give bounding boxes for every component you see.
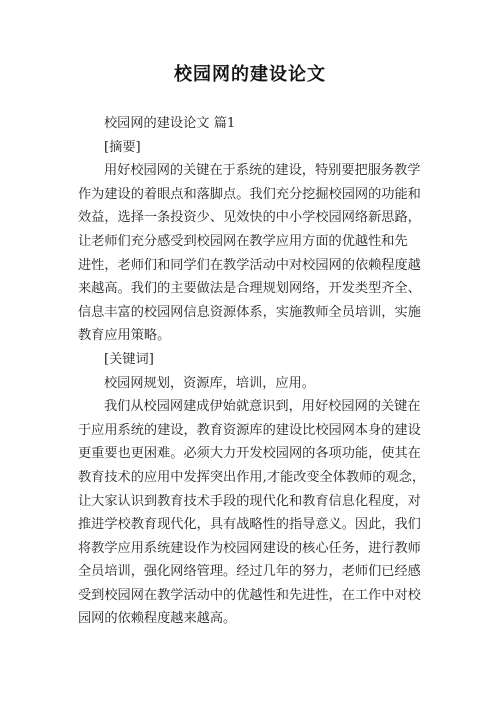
abstract-line: 用好校园网的关键在于系统的建设，特别要把服务教学: [104, 163, 421, 179]
paragraph-line: 更重要也更困难。必须大力开发校园网的各项功能，使其在: [78, 446, 421, 462]
abstract-line: 让老师们充分感受到校园网在教学应用方面的优越性和先: [78, 233, 408, 249]
document-body: [78, 112, 436, 631]
abstract-line: 来越高。我们的主要做法是合理规划网络，开发类型齐全、: [78, 281, 421, 297]
abstract-line: 效益，选择一条投资少、见效快的中小学校园网络新思路，: [78, 210, 421, 226]
paragraph-line: 将教学应用系统建设作为校园网建设的核心任务，进行教师: [78, 540, 421, 556]
abstract-line: 信息丰富的校园网信息资源体系，实施教师全员培训，实施: [78, 304, 421, 320]
abstract-paragraph: [78, 159, 436, 348]
document-title: 校园网的建设论文: [174, 64, 326, 85]
paragraph-line: 我们从校园网建成伊始就意识到，用好校园网的关键在: [104, 399, 421, 415]
paragraph-line: 受到校园网在教学活动中的优越性和先进性，在工作中对校: [78, 587, 421, 603]
body-paragraph: [78, 395, 436, 631]
abstract-line: 教育应用策略。: [78, 328, 171, 344]
paragraph-line: 推进学校教育现代化，具有战略性的指导意义。因此，我们: [78, 517, 421, 533]
abstract-line: 进性，老师们和同学们在教学活动中对校园网的依赖程度越: [78, 257, 421, 273]
paragraph-line: 于应用系统的建设，教育资源库的建设比校园网本身的建设: [78, 422, 421, 438]
paragraph-line: 让大家认识到教育技术手段的现代化和教育信息化程度，对: [78, 493, 421, 509]
paragraph-line: 园网的依赖程度越来越高。: [78, 611, 237, 627]
abstract-line: 作为建设的着眼点和落脚点。我们充分挖掘校园网的功能和: [78, 186, 421, 202]
abstract-label: [摘要]: [104, 139, 141, 155]
keywords-label: [关键词]: [104, 351, 154, 367]
keywords-text: 校园网规划，资源库，培训，应用。: [104, 375, 315, 391]
paragraph-line: 全员培训，强化网络管理。经过几年的努力，老师们已经感: [78, 564, 421, 580]
section-subtitle: 校园网的建设论文 篇1: [104, 116, 236, 131]
paragraph-line: 教育技术的应用中发挥突出作用,才能改变全体教师的观念，: [78, 469, 426, 485]
